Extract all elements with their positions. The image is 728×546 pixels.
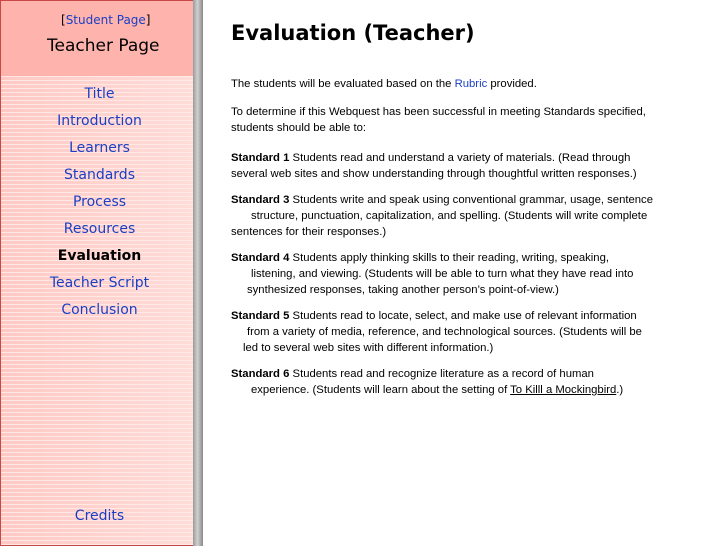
sidebar-item-learners[interactable]: Learners	[69, 140, 130, 156]
lead-line-2: students should be able to:	[231, 122, 367, 134]
main-content	[231, 18, 701, 398]
standard-3	[231, 192, 701, 240]
breadcrumb-close-bracket: ]	[145, 13, 151, 27]
standard-4-line-2: listening, and viewing. (Students will be able to turn what they have read into	[251, 268, 634, 280]
intro-text-before: The students will be evaluated based on the	[231, 78, 455, 90]
breadcrumb	[61, 13, 150, 27]
standard-6-line-1: Students read and recognize literature as a record of human	[289, 368, 594, 380]
student-page-link[interactable]: Student Page	[65, 13, 146, 27]
sidebar-nav	[1, 83, 198, 326]
sidebar-item-title[interactable]: Title	[84, 86, 115, 102]
breadcrumb-open-bracket: [	[61, 13, 66, 27]
standard-5-line-1: Students read to locate, select, and make use of relevant information	[289, 310, 637, 322]
sidebar-item-process[interactable]: Process	[72, 194, 127, 210]
standard-1-line-1: Students read and understand a variety of materials. (Read through	[289, 152, 631, 164]
standard-4-label: Standard 4	[231, 252, 290, 264]
intro-paragraph	[231, 76, 701, 92]
sidebar-item-resources[interactable]: Resources	[63, 221, 136, 237]
standard-4	[231, 250, 701, 298]
standard-1-line-2: several web sites and show understanding through thoughtful written responses.)	[231, 168, 637, 180]
intro-text-after: provided.	[487, 78, 537, 90]
sidebar-item-teacher-script[interactable]: Teacher Script	[49, 275, 150, 291]
standard-5-line-3: led to several web sites with different information.)	[243, 342, 494, 354]
rubric-link[interactable]: Rubric	[454, 78, 488, 90]
standard-6-line-2-before: experience. (Students will learn about the setting of	[251, 384, 511, 396]
standard-5-label: Standard 5	[231, 310, 290, 322]
lead-paragraph	[231, 104, 701, 136]
standard-4-line-3: synthesized responses, taking another person’s point-of-view.)	[247, 284, 559, 296]
page-title: Evaluation (Teacher)	[231, 21, 475, 45]
standard-6	[231, 366, 701, 398]
sidebar-divider	[193, 0, 203, 546]
standard-3-line-1: Students write and speak using conventional grammar, usage, sentence	[289, 194, 653, 206]
standard-4-line-1: Students apply thinking skills to their reading, writing, speaking,	[289, 252, 610, 264]
sidebar-item-standards[interactable]: Standards	[64, 167, 135, 183]
standard-5-line-2: from a variety of media, reference, and technological sources. (Students will be	[247, 326, 642, 338]
standard-3-label: Standard 3	[231, 194, 290, 206]
sidebar-item-credits[interactable]: Credits	[74, 508, 125, 524]
sidebar	[0, 0, 197, 546]
sidebar-item-evaluation: Evaluation	[57, 248, 142, 264]
standard-6-line-2-after: .)	[616, 384, 624, 396]
mockingbird-link[interactable]: To Killl a Mockingbird	[510, 384, 617, 396]
sidebar-item-introduction[interactable]: Introduction	[57, 113, 142, 129]
standard-1	[231, 150, 701, 182]
standard-1-label: Standard 1	[231, 152, 290, 164]
sidebar-item-conclusion[interactable]: Conclusion	[61, 302, 138, 318]
standard-3-line-2: structure, punctuation, capitalization, and spelling. (Students will write complete	[251, 210, 648, 222]
standard-6-line-2	[231, 382, 623, 398]
standard-5	[231, 308, 701, 356]
lead-line-1: To determine if this Webquest has been successful in meeting Standards specified,	[231, 106, 646, 118]
standard-3-line-3: sentences for their responses.)	[231, 226, 387, 238]
sidebar-heading: Teacher Page	[47, 36, 160, 56]
standard-6-label: Standard 6	[231, 368, 290, 380]
